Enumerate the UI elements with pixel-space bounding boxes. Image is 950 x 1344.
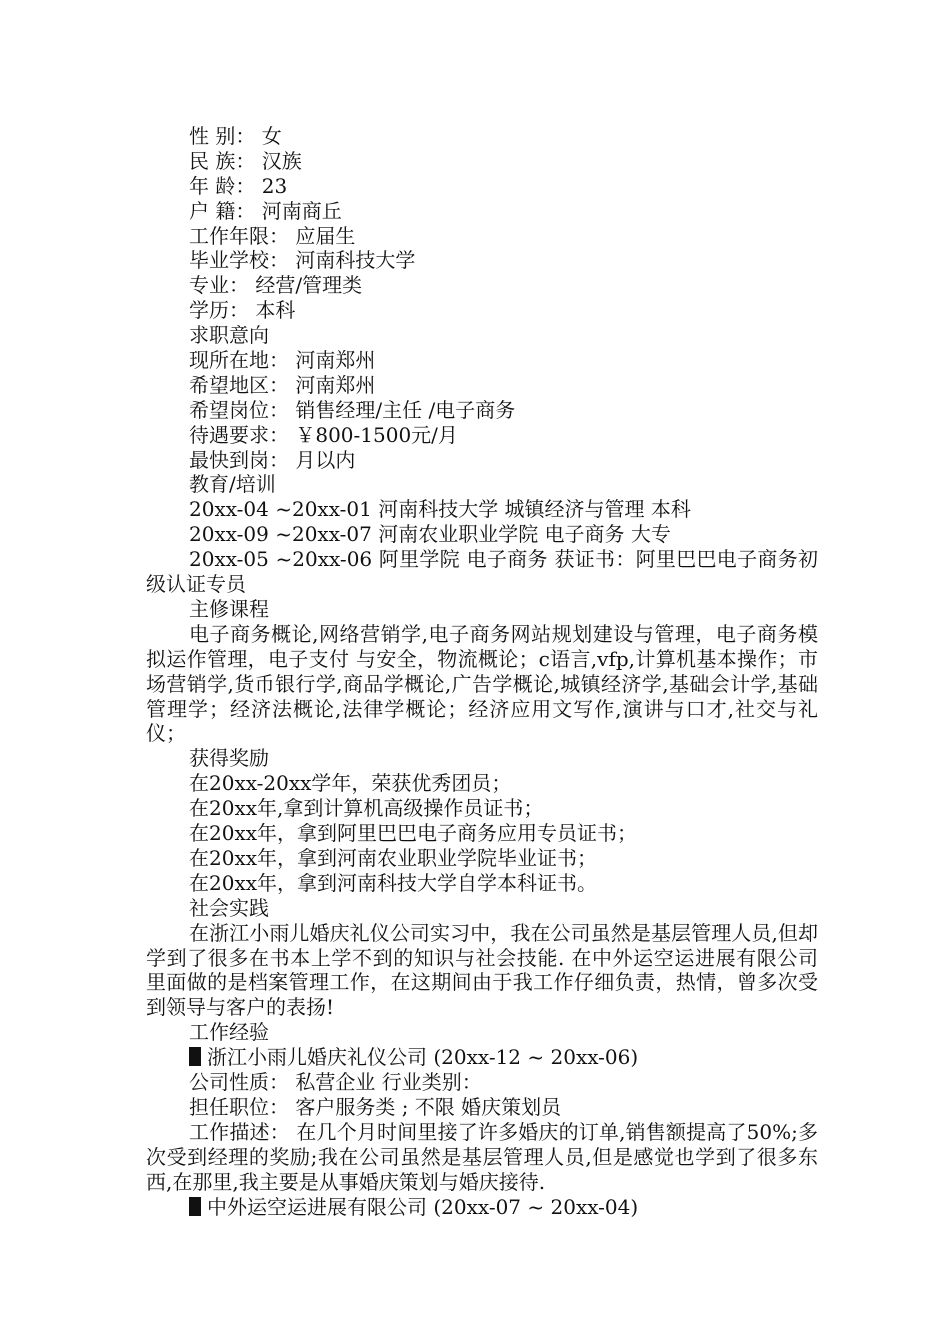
award-item: 在20xx年，拿到阿里巴巴电子商务应用专员证书； [189,821,638,846]
ethnicity-line: 民 族： 汉族 [189,148,302,173]
hukou-line: 户 籍： 河南商丘 [189,198,342,223]
job-title: 中外运空运进展有限公司 (20xx-07 ~ 20xx-04) [207,1194,639,1219]
education-item: 20xx-09 ~20xx-07 河南农业职业学院 电子商务 大专 [189,522,671,547]
start-line: 最快到岗： 月以内 [189,447,356,472]
practice-heading: 社会实践 [189,895,269,920]
award-item: 在20xx年,拿到计算机高级操作员证书； [189,796,544,821]
education-item: 20xx-04 ~20xx-01 河南科技大学 城镇经济与管理 本科 [189,497,691,522]
award-item: 在20xx-20xx学年，荣获优秀团员； [189,771,512,796]
resume-page [146,124,818,1219]
desired-area-line: 希望地区： 河南郑州 [189,372,376,397]
job-title-line [146,1195,818,1220]
school-line: 毕业学校： 河南科技大学 [189,248,416,273]
age-line: 年 龄： 23 [189,173,288,198]
courses-heading: 主修课程 [189,596,269,621]
education-heading: 教育/培训 [189,472,276,497]
job-title-line [146,1045,818,1070]
work-years-line: 工作年限： 应届生 [189,223,356,248]
experience-heading: 工作经验 [189,1020,269,1045]
education-item: 20xx-05 ~20xx-06 阿里学院 电子商务 获证书：阿里巴巴电子商务初级认证专员 [146,547,818,597]
award-item: 在20xx年，拿到河南农业职业学院毕业证书； [189,845,598,870]
bullet-block-icon [189,1197,201,1216]
major-line: 专业： 经营/管理类 [189,273,363,298]
job-position-line: 担任职位： 客户服务类 ; 不限 婚庆策划员 [189,1094,562,1119]
job-title: 浙江小雨儿婚庆礼仪公司 (20xx-12 ~ 20xx-06) [207,1045,639,1070]
awards-heading: 获得奖励 [189,746,269,771]
bullet-block-icon [189,1047,201,1066]
location-line: 现所在地： 河南郑州 [189,348,376,373]
salary-line: 待遇要求： ￥800-1500元/月 [189,422,458,447]
degree-line: 学历： 本科 [189,298,296,323]
intent-heading: 求职意向 [189,323,269,348]
courses-text: 电子商务概论,网络营销学,电子商务网站规划建设与管理，电子商务模拟运作管理，电子支付 与安全，物流概论；c语言,vfp,计算机基本操作；市场营销学,货币银行学,商品学概论,广告学概论,城镇经济学,基础会计学,基础管理学；经济法概论,法律学概论；经济应用文写作,演讲与口才,社交与礼仪； [146,621,818,746]
practice-text: 在浙江小雨儿婚庆礼仪公司实习中，我在公司虽然是基层管理人员,但却学到了很多在书本上学不到的知识与社会技能. 在中外运空运进展有限公司里面做的是档案管理工作，在这期间由于我工作仔细负责，热情，曾多次受到领导与客户的表扬! [146,920,818,1020]
gender-line: 性 别： 女 [189,124,282,148]
award-item: 在20xx年，拿到河南科技大学自学本科证书。 [189,870,598,895]
job-description: 工作描述： 在几个月时间里接了许多婚庆的订单,销售额提高了50%;多次受到经理的奖励;我在公司虽然是基层管理人员,但是感觉也学到了很多东西,在那里,我主要是从事婚庆策划与婚庆接待. [146,1119,818,1194]
job-nature-line: 公司性质： 私营企业 行业类别： [189,1070,482,1095]
desired-position-line: 希望岗位： 销售经理/主任 /电子商务 [189,397,516,422]
